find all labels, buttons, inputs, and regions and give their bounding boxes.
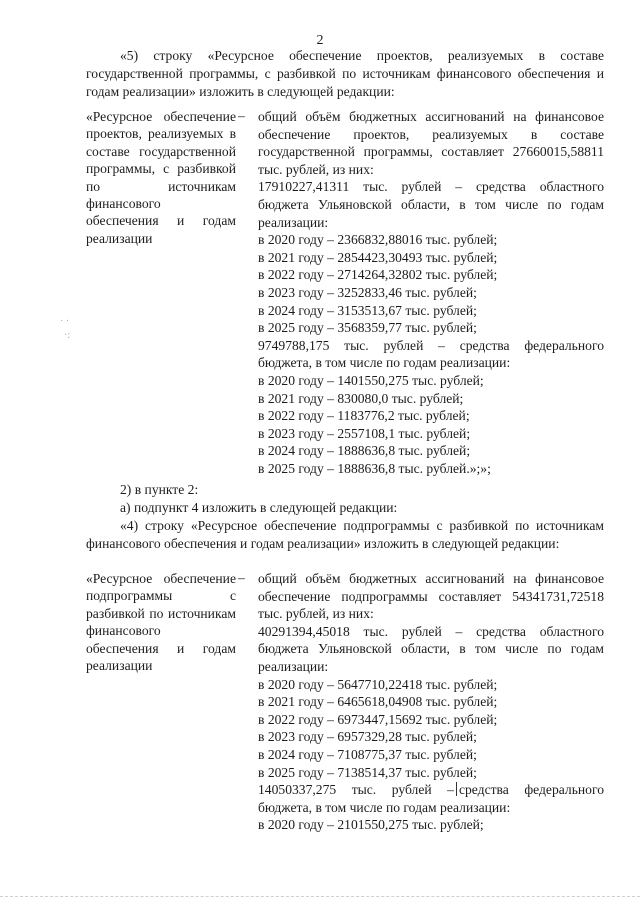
item5-regional-year: в 2022 году – 2714264,32802 тыс. рублей; — [258, 267, 498, 283]
item4-federal-text: средства федерального бюджета, в том числе по годам реализации: — [258, 782, 604, 815]
item5-total: общий объём бюджетных ассигнований на финансовое обеспечение проектов, реализуемых в составе государственной программы, составляет 27660015,58811 тыс. рублей, из них: — [258, 109, 604, 177]
item4-regional-year: в 2025 году – 7138514,37 тыс. рублей; — [258, 764, 477, 780]
point2-heading: 2) в пункте 2: — [120, 482, 199, 497]
item5-right-cell — [258, 108, 604, 477]
item5-intro: «5) строку «Ресурсное обеспечение проектов, реализуемых в составе государственной программы, с разбивкой по источникам финансового обеспечения и годам реализации» изложить в следующей редакции: — [86, 48, 604, 99]
item5-federal-year: в 2025 году – 1888636,8 тыс. рублей.»;»; — [258, 460, 491, 476]
item5-left-cell: «Ресурсное обеспечение проектов, реализуемых в составе государственной программы, с разбивкой по источникам финансового обеспечения и годам реализации — [86, 109, 236, 246]
item5-regional: 17910227,41311 тыс. рублей – средства областного бюджета Ульяновской области, в том числе по годам реализации: — [258, 179, 604, 230]
item4-regional: 40291394,45018 тыс. рублей – средства областного бюджета Ульяновской области, в том числе по годам реализации: — [258, 623, 604, 674]
item5-regional-year: в 2024 году – 3153513,67 тыс. рублей; — [258, 302, 477, 318]
text-cursor — [456, 782, 457, 796]
item5-federal-year: в 2022 году – 1183776,2 тыс. рублей; — [258, 408, 470, 424]
item4-federal-year: в 2020 году – 2101550,275 тыс. рублей; — [258, 817, 484, 833]
item4-regional-year: в 2021 году – 6465618,04908 тыс. рублей; — [258, 694, 498, 710]
scan-mark: · · — [60, 316, 70, 327]
item4-regional-year: в 2024 году – 7108775,37 тыс. рублей; — [258, 746, 477, 762]
subpoint-a: а) подпункт 4 изложить в следующей редакции: — [120, 500, 398, 515]
item4-regional-year: в 2023 году – 6957329,28 тыс. рублей; — [258, 729, 477, 745]
item5-regional-year: в 2025 году – 3568359,77 тыс. рублей; — [258, 320, 477, 336]
item5-federal: 9749788,175 тыс. рублей – средства федерального бюджета, в том числе по годам реализации: — [258, 337, 604, 371]
item5-federal-year: в 2024 году – 1888636,8 тыс. рублей; — [258, 443, 471, 459]
item4-left-cell: «Ресурсное обеспечение подпрограммы с разбивкой по источникам финансового обеспечения и годам реализации — [86, 571, 236, 674]
item5-regional-year: в 2021 году – 2854423,30493 тыс. рублей; — [258, 249, 498, 265]
item5-dash: – — [238, 108, 245, 123]
item5-regional-year: в 2023 году – 3252833,46 тыс. рублей; — [258, 284, 477, 300]
item4-intro: «4) строку «Ресурсное обеспечение подпрограммы с разбивкой по источникам финансового обеспечения и годам реализации» изложить в следующей редакции: — [86, 518, 604, 551]
item5-federal-year: в 2020 году – 1401550,275 тыс. рублей; — [258, 372, 484, 388]
item4-dash: – — [238, 570, 245, 585]
scan-mark: ·: — [64, 330, 71, 341]
item4-regional-year: в 2022 году – 6973447,15692 тыс. рублей; — [258, 711, 498, 727]
item5-regional-year: в 2020 году – 2366832,88016 тыс. рублей; — [258, 232, 498, 248]
item4-total: общий объём бюджетных ассигнований на финансовое обеспечение подпрограммы составляет 54341731,72518 тыс. рублей, из них: — [258, 571, 604, 622]
item4-regional-year: в 2020 году – 5647710,22418 тыс. рублей; — [258, 676, 498, 692]
page-number: 2 — [316, 33, 324, 48]
item5-federal-year: в 2023 году – 2557108,1 тыс. рублей; — [258, 425, 471, 441]
item5-federal-year: в 2021 году – 830080,0 тыс. рублей; — [258, 390, 464, 406]
item4-federal — [258, 781, 604, 816]
item4-federal-amount: 14050337,275 тыс. рублей – — [258, 782, 454, 798]
item4-right-cell — [258, 570, 604, 834]
